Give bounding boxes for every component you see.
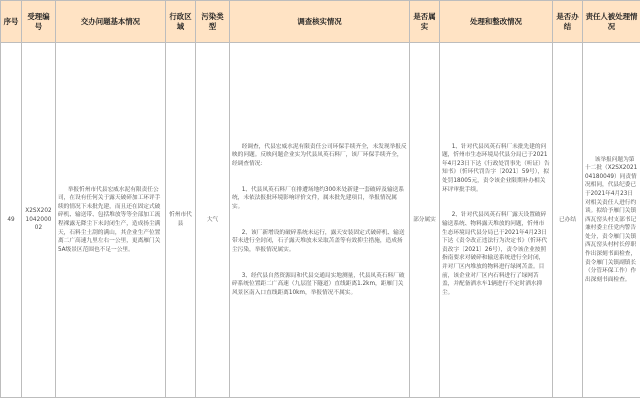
cell-receipt-no: X2SX202104200002 bbox=[22, 43, 56, 398]
table-row bbox=[1, 43, 640, 398]
handling-measure-2: 2、针对代县凤英石料厂露天设置破碎输送系统、物料露天堆放的问题，忻州市生态环境局代县分局已于2021年4月23日下达《责令改正违法行为决定书》（忻环代责改字〔2021〕26号），责令该企业按照指南要求对破碎和输送系统进行全封闭，并对厂区内堆放的物料进行绿网苫盖。目前，该企业对厂区内石料进行了绿网苫盖，并配备洒水车1辆进行不定时洒水抑尘。 bbox=[442, 212, 548, 296]
cell-is-closed: 已办结 bbox=[553, 43, 583, 398]
cell-region: 忻州市代县 bbox=[166, 43, 196, 398]
cell-issue: 举报忻州市代县宏威水泥有限责任公司，在设有任何关于露天破碎加工环评手续的情况下未批先建，而且还在固定式破碎机、输送带、包括堆放等等全部加工流程裸露无降尘下未封闭生产，造成扬尘满天，石料尘土刮的满山，其企业生产位置离二广高速九里左右一公里，更离雁门关5A级景区范围也不足一公里。 bbox=[56, 43, 166, 398]
investigation-finding-3: 3、经代县自然资源局和代县交通局实地测量，代县凤英石料厂破碎系统位置距二广高速（九层崖下隧道）直线距离1.2km，距雁门关风景区南入口直线距离10km，举报情况不属实。 bbox=[232, 272, 405, 296]
cell-is-true: 部分属实 bbox=[410, 43, 440, 398]
header-receipt-no: 受理编号 bbox=[22, 1, 56, 43]
header-issue: 交办问题基本情况 bbox=[56, 1, 166, 43]
header-is-closed: 是否办结 bbox=[553, 1, 583, 43]
investigation-finding-1: 1、代县凤英石料厂在排遭场地约300米处新建一套破碎及输送系统，未依法报批环境影响评价文件，属未批先建项目，举报情况属实。 bbox=[232, 186, 405, 210]
handling-measure-1: 1、针对代县凤英石料厂未批先建的问题，忻州市生态环境局代县分局已于2021年4月23日下达《行政处罚事先（听证）告知书》（忻环代罚告字〔2021〕59号），拟处罚18005元，责令该企业限期补办相关环评审批手续。 bbox=[442, 143, 550, 193]
investigation-finding-2: 2、该厂新增设的破碎系统未运行，露天安装固定式破碎机、输送带未进行全封闭，石子露天堆放未采取苫盖等有效抑尘措施，造成扬尘污染，举报情况属实。 bbox=[232, 229, 405, 253]
header-row bbox=[1, 1, 640, 43]
header-region: 行政区域 bbox=[166, 1, 196, 43]
header-handling: 处理和整改情况 bbox=[440, 1, 553, 43]
header-seq: 序号 bbox=[1, 1, 22, 43]
cell-pollution-type: 大气 bbox=[196, 43, 230, 398]
cell-seq: 49 bbox=[1, 43, 22, 398]
header-investigation: 调查核实情况 bbox=[230, 1, 410, 43]
cell-accountability: 该举报问题为第十二批（X2SX202104180049）同责情况相同，代县纪委已于2021年4月23日对相关责任人进行约谈。拟给予雁门关镇西瓦窑头村支部书记兼村委主任党内警告处分，责令雁门关镇西瓦窑头村村长停职作出深刻书面检查，责令雁门关镇副镇长（分管环保工作）作出深刻书面检查。 bbox=[583, 43, 640, 398]
header-accountability: 责任人被处理情况 bbox=[583, 1, 640, 43]
cell-investigation bbox=[230, 43, 410, 398]
header-is-true: 是否属实 bbox=[410, 1, 440, 43]
header-pollution-type: 污染类型 bbox=[196, 1, 230, 43]
cell-handling bbox=[440, 43, 553, 398]
investigation-summary: 经调查，代县宏威水泥有限责任公司环保手续齐全，未发现举报反映的问题。反映问题企业实为代县凤英石料厂，该厂环保手续齐全，经调查情况： bbox=[232, 143, 407, 167]
